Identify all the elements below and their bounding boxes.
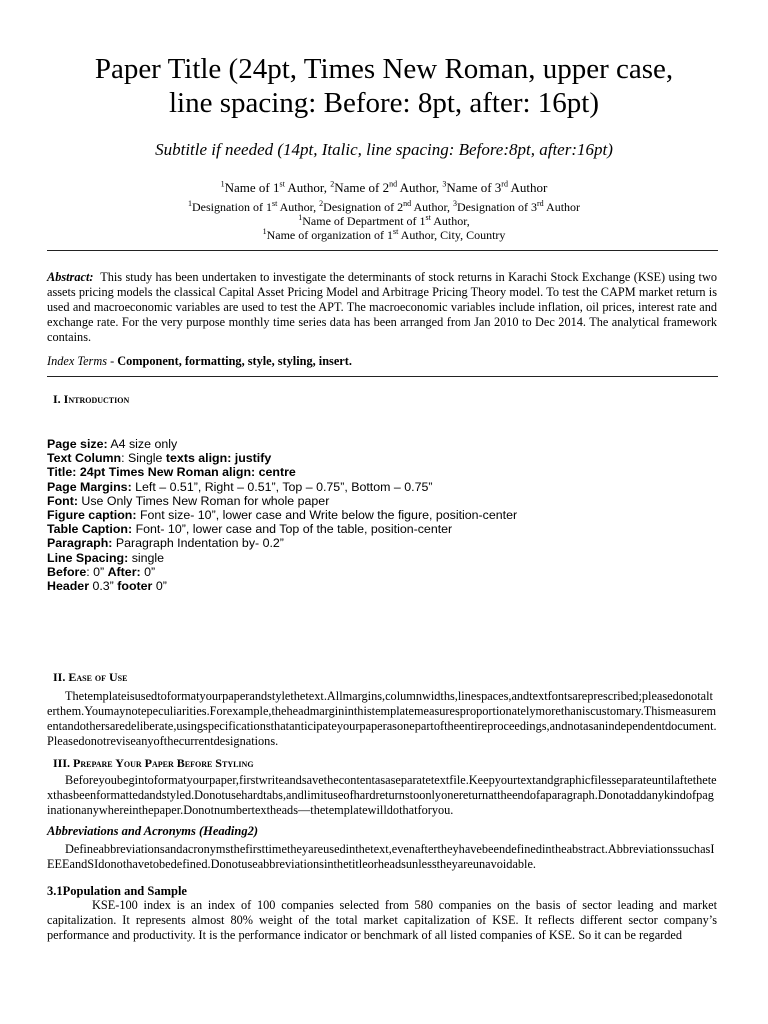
abbreviations-text: Defineabbreviationsandacronymsthefirsttimetheyareusedinthetext,evenaftertheyhavebeendefinedintheabstract.AbbreviationssuchasIEEEandSIdonothavetobedefined.Donotuseabbreviationsinthetitleorheadsunlesstheyareunavoidable. <box>47 842 715 871</box>
population-text: KSE-100 index is an index of 100 companies selected from 580 companies on the basis of sector leading and market capitalization. It represents almost 80% weight of the total market capitalization of KSE. It reflects different sector company’s performance and productivity. It is the performance indicator or benchmark of all listed companies of KSE. So it can be regarded <box>47 898 717 942</box>
abstract <box>47 270 717 345</box>
format-rule: Table Caption: Font- 10”, lower case and Top of the table, position-center <box>47 522 453 537</box>
format-rule: Paragraph: Paragraph Indentation by- 0.2” <box>47 536 284 551</box>
organization-line: $^1$Name of organization of 1st Author, City, Country <box>262 227 506 242</box>
prepare-text: Beforeyoubegintoformatyourpaper,firstwriteandsavethecontentasaseparatetextfile.Keepyourtextandgraphicfilesseparateuntilaftethetexthasbeenformattedandstyled.Donotusehardtabs,andlimituseofhardreturnstoonlyonereturnattheendofaparagraph.Donotaddanykindofpaginationanywhereinthepaper.Donotnumbertextheads—thetemplatewilldothatforyou. <box>47 773 717 817</box>
subsection-heading-population: 3.1Population and Sample <box>47 884 187 898</box>
format-rules-list <box>47 437 717 593</box>
index-terms-label: Index Terms - <box>47 354 115 368</box>
ease-of-use-text: Thetemplateisusedtoformatyourpaperandstylethetext.Allmargins,columnwidths,linespaces,andtextfontsareprescribed;pleasedonotalterthem.Youmaynotepeculiarities.Forexample,theheadmargininthistemplatemeasuresproportionatelymorethaniscustomary.Thismeasurementandothersaredeliberate,usingspecificationsthatanticipateyourpaperasonepartoftheentireproceedings,andnotasanindependentdocument.Pleasedonotreviseanyofthecurrentdesignations. <box>47 689 717 748</box>
paper-subtitle: Subtitle if needed (14pt, Italic, line spacing: Before:8pt, after:16pt) <box>155 140 613 159</box>
section-heading-introduction: I. Introduction <box>53 392 130 406</box>
format-rule: Before: 0” After: 0” <box>47 564 156 579</box>
format-rule: Text Column: Single texts align: justify <box>47 451 272 466</box>
author-line: $^1$Name of 1st Author, $^2$Name of 2nd Author, $^3$Name of 3rd Author <box>220 179 548 195</box>
format-rule: Title: 24pt Times New Roman align: centre <box>47 465 296 480</box>
title-line-2: line spacing: Before: 8pt, after: 16pt) <box>168 87 600 119</box>
section-heading-prepare: III. Prepare Your Paper Before Styling <box>53 756 254 770</box>
format-rule: Line Spacing: single <box>47 550 165 565</box>
divider-top <box>47 250 718 251</box>
format-rule: Header 0.3” footer 0” <box>47 579 167 594</box>
format-rule: Font: Use Only Times New Roman for whole paper <box>47 493 330 508</box>
format-rule: Page size: A4 size only <box>47 437 178 451</box>
divider-bottom <box>47 376 718 377</box>
abstract-label: Abstract: <box>47 270 94 284</box>
format-rule: Page Margins: Left – 0.51”, Right – 0.51”, Top – 0.75”, Bottom – 0.75” <box>47 479 433 494</box>
index-terms <box>47 354 717 369</box>
paper-title <box>0 52 768 120</box>
format-rule: Figure caption: Font size- 10”, lower case and Write below the figure, position-center <box>47 508 518 523</box>
index-terms-text: Component, formatting, style, styling, insert. <box>117 354 352 368</box>
abstract-text: This study has been undertaken to investigate the determinants of stock returns in Karachi Stock Exchange (KSE) using two assets pricing models the classical Capital Asset Pricing Model and Arbitrage Pricing Theory model. To test the CAPM market return is used and macroeconomic variables are used to test the APT. The macroeconomic variables include inflation, oil prices, interest rate and exchange rate. For the very purpose monthly time series data has been arranged from Jan 2010 to Dec 2014. The analytical framework contains. <box>47 270 717 344</box>
subsection-heading-abbreviations: Abbreviations and Acronyms (Heading2) <box>47 824 259 838</box>
department-line: $^1$Name of Department of 1st Author, <box>298 213 470 228</box>
designation-line: $^1$Designation of 1st Author, $^2$Designation of 2nd Author, $^3$Designation of 3rd Author <box>187 199 581 214</box>
section-heading-ease-of-use: II. Ease of Use <box>53 670 128 684</box>
title-line-1: Paper Title (24pt, Times New Roman, upper case, <box>94 53 674 85</box>
